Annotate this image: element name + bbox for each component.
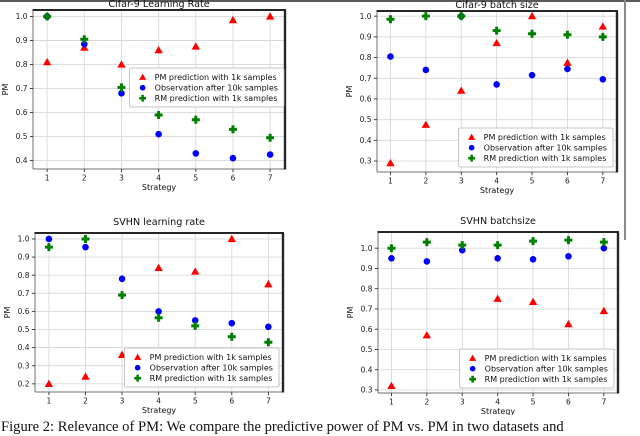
svg-text:0.9: 0.9	[360, 264, 373, 274]
svg-text:6: 6	[229, 396, 235, 406]
svg-text:0.6: 0.6	[359, 94, 372, 104]
x-axis-label: Strategy	[479, 186, 515, 195]
svg-text:0.5: 0.5	[360, 345, 373, 355]
legend-label: RM prediction with 1k samples	[154, 94, 278, 104]
svg-text:2: 2	[424, 397, 430, 407]
circle-marker	[135, 365, 141, 371]
svg-text:5: 5	[529, 176, 535, 186]
svg-text:3: 3	[458, 176, 464, 186]
legend	[130, 68, 284, 107]
svg-text:0.7: 0.7	[359, 73, 372, 83]
x-axis-label: Strategy	[480, 407, 516, 415]
svg-text:7: 7	[265, 396, 271, 406]
x-axis-label: Strategy	[141, 183, 177, 192]
circle-marker	[564, 66, 571, 73]
svg-text:3: 3	[119, 396, 125, 406]
svg-text:0.8: 0.8	[15, 60, 28, 70]
svg-text:0.8: 0.8	[360, 284, 373, 294]
svg-text:0.8: 0.8	[359, 53, 372, 63]
y-axis-label: PM	[1, 83, 10, 96]
x-axis-label: Strategy	[141, 406, 177, 415]
circle-marker	[387, 53, 394, 60]
svg-text:1.0: 1.0	[17, 234, 30, 244]
svg-text:1: 1	[46, 396, 52, 406]
circle-marker	[469, 145, 475, 151]
svg-text:0.3: 0.3	[359, 156, 372, 166]
legend-label: Observation after 10k samples	[483, 143, 607, 153]
y-axis-label: PM	[346, 306, 355, 319]
legend-label: RM prediction with 1k samples	[484, 375, 608, 384]
svg-text:0.7: 0.7	[17, 288, 30, 298]
svg-text:2: 2	[423, 176, 429, 186]
legend-label: Observation after 10k samples	[154, 83, 278, 93]
legend-label: Observation after 10k samples	[484, 364, 608, 374]
svg-text:3: 3	[459, 397, 465, 407]
svg-text:1.0: 1.0	[360, 243, 373, 253]
circle-marker	[140, 85, 146, 91]
legend	[460, 349, 614, 388]
legend-label: Observation after 10k samples	[149, 363, 273, 373]
svg-text:0.8: 0.8	[17, 270, 30, 280]
legend	[125, 348, 279, 387]
circle-marker	[265, 324, 272, 331]
chart-title: Cifar-9 Learning Rate	[108, 0, 210, 10]
chart-cifar9-batch-size	[320, 0, 640, 200]
svg-text:7: 7	[267, 173, 273, 183]
circle-marker	[600, 76, 607, 83]
svg-text:1.0: 1.0	[359, 11, 372, 21]
chart-svhn-learning-rate	[0, 200, 320, 415]
circle-marker	[388, 255, 395, 262]
circle-marker	[82, 244, 89, 251]
circle-marker	[470, 366, 476, 372]
chart-title: Cifar-9 batch size	[455, 0, 539, 11]
circle-marker	[424, 258, 431, 265]
svg-text:0.7: 0.7	[15, 84, 28, 94]
circle-marker	[493, 81, 500, 88]
svg-text:5: 5	[530, 397, 536, 407]
svg-text:0.4: 0.4	[360, 365, 373, 375]
svg-text:0.9: 0.9	[359, 32, 372, 42]
svg-text:6: 6	[230, 173, 236, 183]
legend-label: PM prediction with 1k samples	[149, 353, 272, 362]
circle-marker	[155, 308, 162, 315]
circle-marker	[228, 320, 235, 327]
circle-marker	[119, 276, 126, 283]
circle-marker	[155, 131, 162, 138]
svg-text:0.6: 0.6	[15, 108, 28, 118]
svg-text:6: 6	[565, 176, 570, 186]
svg-text:6: 6	[566, 397, 571, 407]
svg-text:0.7: 0.7	[360, 304, 373, 314]
svg-text:0.3: 0.3	[360, 385, 373, 395]
svg-text:0.9: 0.9	[15, 36, 28, 46]
svg-text:5: 5	[193, 173, 199, 183]
chart-cifar9-learning-rate	[0, 0, 320, 200]
legend-label: RM prediction with 1k samples	[149, 374, 273, 383]
svg-text:0.9: 0.9	[17, 252, 30, 262]
svg-text:4: 4	[156, 173, 162, 183]
legend-label: PM prediction with 1k samples	[483, 133, 606, 142]
circle-marker	[565, 253, 572, 260]
svg-text:0.4: 0.4	[15, 156, 28, 166]
svg-text:4: 4	[156, 396, 162, 406]
svg-text:1.0: 1.0	[15, 12, 28, 22]
svg-text:7: 7	[600, 176, 606, 186]
legend-label: PM prediction with 1k samples	[154, 73, 277, 83]
legend	[459, 128, 613, 167]
circle-marker	[192, 150, 199, 157]
svg-text:2: 2	[81, 173, 87, 183]
y-axis-label: PM	[345, 85, 354, 98]
svg-text:0.5: 0.5	[359, 115, 372, 125]
svg-text:1: 1	[44, 173, 50, 183]
circle-marker	[423, 67, 430, 74]
circle-marker	[267, 151, 274, 158]
svg-text:1: 1	[388, 176, 393, 186]
circle-marker	[530, 256, 537, 263]
chart-title: SVHN batchsize	[460, 216, 536, 227]
chart-title: SVHN learning rate	[113, 217, 205, 228]
svg-text:0.4: 0.4	[359, 135, 372, 145]
circle-marker	[230, 155, 237, 162]
svg-text:4: 4	[494, 176, 500, 186]
svg-text:0.3: 0.3	[17, 361, 30, 371]
svg-text:0.5: 0.5	[15, 132, 28, 142]
svg-text:0.6: 0.6	[17, 307, 30, 317]
svg-text:2: 2	[83, 396, 88, 406]
y-axis-label: PM	[3, 306, 12, 319]
svg-text:0.6: 0.6	[360, 324, 373, 334]
svg-text:0.4: 0.4	[17, 343, 30, 353]
circle-marker	[46, 236, 53, 243]
circle-marker	[494, 255, 501, 262]
svg-text:3: 3	[119, 173, 124, 183]
legend-label: PM prediction with 1k samples	[484, 354, 607, 363]
svg-text:5: 5	[192, 396, 198, 406]
svg-text:0.2: 0.2	[17, 379, 30, 389]
figure-caption: Figure 2: Relevance of PM: We compare the predictive power of PM vs. PM in two datasets and	[1, 419, 564, 435]
svg-text:1: 1	[389, 397, 394, 407]
svg-text:4: 4	[495, 397, 501, 407]
chart-svhn-batchsize	[320, 200, 640, 415]
svg-text:7: 7	[601, 397, 607, 407]
circle-marker	[529, 72, 536, 79]
svg-text:0.5: 0.5	[17, 325, 30, 335]
legend-label: RM prediction with 1k samples	[483, 154, 607, 163]
